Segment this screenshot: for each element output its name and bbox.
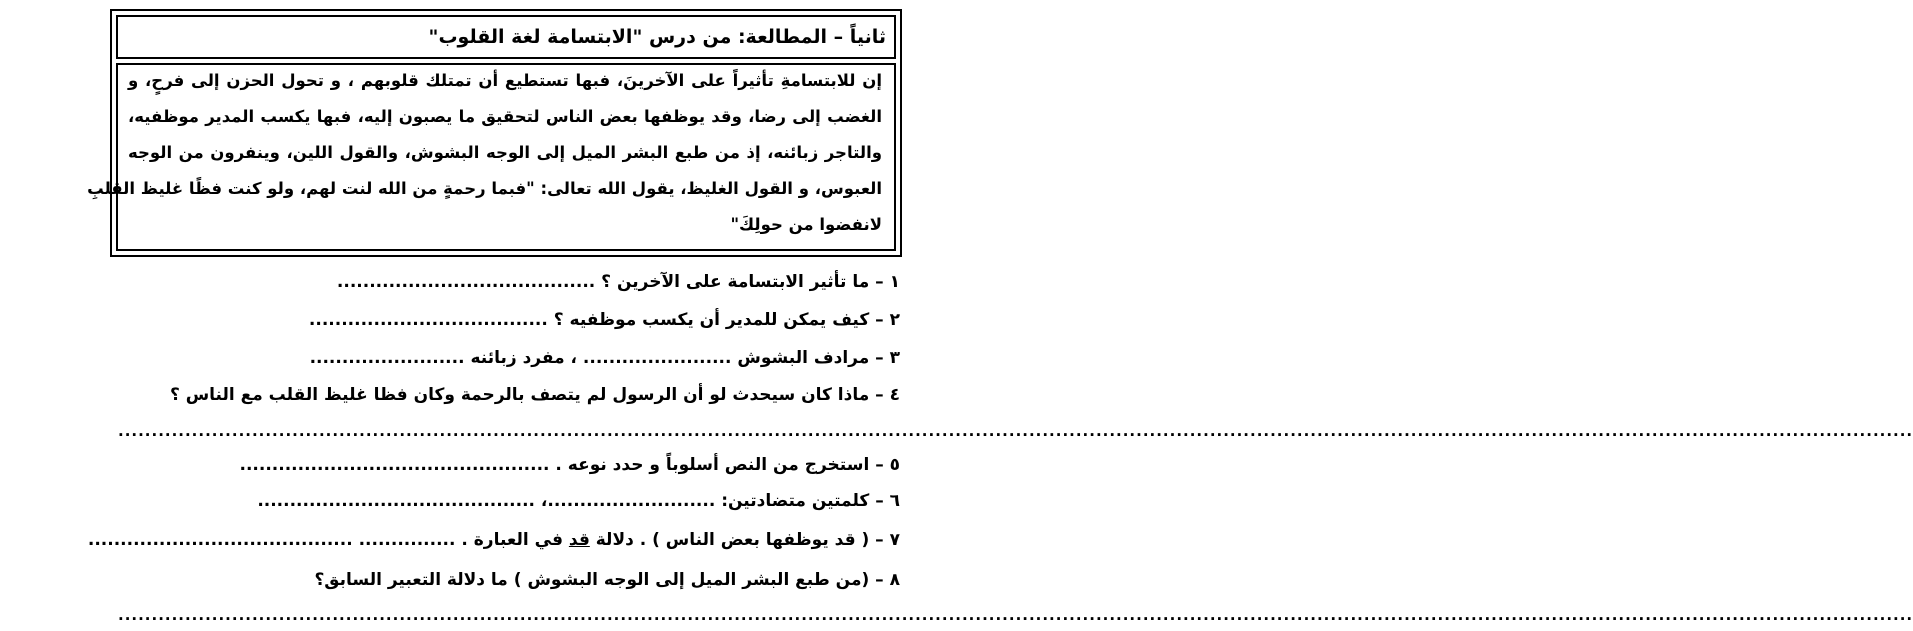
passage-line: لانفضوا من حولِكَ"	[730, 215, 882, 234]
question-6: ٦ – كلمتين متضادتين: ..........................، ...........................................	[257, 491, 900, 511]
answer-line[interactable]: ............................................................................................................................................................................................................................................................................	[118, 422, 1913, 440]
question-5: ٥ – استخرج من النص أسلوباً و حدد نوعه . ................................................	[239, 455, 900, 475]
question-7-prefix: ٧ – ( قد يوظفها بعض الناس ) . دلالة	[589, 530, 900, 550]
question-7-suffix: في العبارة . ............... .........................................	[87, 530, 569, 550]
passage-box	[87, 63, 896, 251]
question-1: ١ – ما تأثير الابتسامة على الآخرين ؟ ........................................	[336, 272, 900, 292]
answer-line[interactable]: ............................................................................................................................................................................................................................................................................	[118, 606, 1913, 624]
section-title: ثانياً – المطالعة: من درس "الابتسامة لغة القلوب"	[116, 15, 896, 59]
question-4: ٤ – ماذا كان سيحدث لو أن الرسول لم يتصف بالرحمة وكان فظا غليظ القلب مع الناس ؟	[169, 385, 900, 405]
question-8: ٨ – (من طبع البشر الميل إلى الوجه البشوش ) ما دلالة التعبير السابق؟	[314, 570, 900, 590]
passage-line: والتاجر زبائنه، إذ من طبع البشر الميل إلى الوجه البشوش، والقول اللين، وينفرون من الوجه	[128, 143, 882, 162]
question-2: ٢ – كيف يمكن للمدير أن يكسب موظفيه ؟ .....................................	[308, 310, 900, 330]
passage-line: إن للابتسامةِ تأثيراً على الآخرينَ، فبها تستطيع أن تمتلك قلوبهم ، و تحول الحزن إلى فرحٍ، و	[128, 71, 882, 90]
question-7-underlined-word: قد	[568, 530, 590, 550]
passage-line: الغضب إلى رضا، وقد يوظفها بعض الناس لتحقيق ما يصبون إليه، فبها يكسب المدير موظفيه،	[128, 107, 882, 126]
question-7	[88, 530, 900, 550]
question-3: ٣ – مرادف البشوش ....................... ، مفرد زبائنه ........................	[309, 348, 900, 368]
passage-line: العبوس، و القول الغليظ، يقول الله تعالى: "فبما رحمةٍ من الله لنت لهم، ولو كنت فظًا غليظ القلبِ	[87, 179, 882, 198]
